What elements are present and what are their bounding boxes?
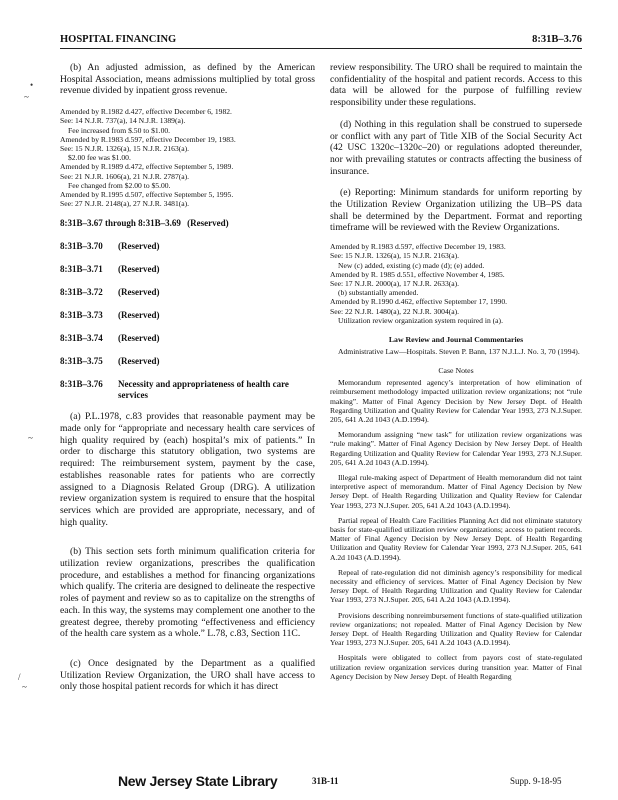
reserved-section: 8:31B–3.72 (Reserved) xyxy=(60,287,160,298)
reserved-section: 8:31B–3.73 (Reserved) xyxy=(60,310,160,321)
header-section-range: 8:31B–3.76 xyxy=(532,34,582,45)
margin-mark: ~ xyxy=(24,92,29,102)
margin-mark: ~ xyxy=(22,682,27,692)
page-number: 31B-11 xyxy=(312,776,339,786)
case-note: Repeal of rate-regulation did not diminish agency’s responsibility for medical necessity and efficiency of services. Matter of Final Agency Decision by New Jersey Dept. of Health Regarding Utilization and Quality Review for Calendar Year 1993, 273 N.J.Super. 205, 641 A.2d 1043 (A.D.1994). xyxy=(330,567,582,605)
case-notes-heading: Case Notes xyxy=(438,366,474,376)
case-note: Hospitals were obligated to collect from payors cost of state-regulated utilization review organization services during transition year. Matter of Final Agency Decision by New Jersey Dept. of Health Regarding xyxy=(330,653,582,681)
section-heading-3-76: 8:31B–3.76 Necessity and appropriateness of health care services xyxy=(60,379,289,401)
left-column xyxy=(60,62,315,693)
library-stamp: New Jersey State Library xyxy=(118,773,278,789)
amendment-history: Amended by R.1983 d.597, effective December 19, 1983. See: 15 N.J.R. 1326(a), 15 N.J.R. 2163(a). New (c) added, existing (c) made (d); (e) added. Amended by R. 1985 d.551, effective November 4, 1985. See: 17 N.J.R. 2000(a), 17 N.J.R. 2633(a). (b) substantially amended. Amended by R.1990 d.462, effective September 17, 1990. See: 22 N.J.R. 1480(a), 22 N.J.R. 3004(a). Utilization review organization system required in (a). xyxy=(330,242,508,325)
paragraph-continuation: review responsibility. The URO shall be required to maintain the confidentiality of the hospital and patient records. Access to this data will be allowed for the purpose of fulfilling review responsibility under these regulations. xyxy=(330,62,582,109)
case-note: Memorandum represented agency’s interpretation of how elimination of reimbursement methodology impacted utilization review organizations; not “rule making”. Matter of Final Agency Decision by New Jersey Dept. of Health Regarding Utilization and Quality Review for Calendar Year 1993, 273 N.J.Super. 205, 641 A.2d 1043 (A.D.1994). xyxy=(330,378,582,424)
paragraph-c: (c) Once designated by the Department as a qualified Utilization Review Organization, the URO shall have access to only those hospital patient records for which it has direct xyxy=(60,658,315,693)
header-chapter-title: HOSPITAL FINANCING xyxy=(60,34,177,45)
case-note: Memorandum assigning “new task” for utilization review organizations was “rule making”. Matter of Final Agency Decision by New Jersey Dept. of Health Regarding Utilization and Quality Review for Calendar Year 1993, 273 N.J.Super. 205, 641 A.2d 1043 (A.D.1994). xyxy=(330,430,582,467)
law-review-entry: Administrative Law—Hospitals. Steven P. Bann, 137 N.J.L.J. No. 3, 70 (1994). xyxy=(338,346,580,356)
reserved-section: 8:31B–3.70 (Reserved) xyxy=(60,241,160,252)
reserved-section: 8:31B–3.71 (Reserved) xyxy=(60,264,160,275)
paragraph-e: (e) Reporting: Minimum standards for uniform reporting by the Utilization Review Organization utilizing the UB–PS data shall be determined by the Department. Format and reporting timeframe will be reviewed with the Review Organizations. xyxy=(330,187,582,234)
right-column xyxy=(330,62,582,681)
case-note: Illegal rule-making aspect of Department of Health memorandum did not taint interpretive aspect of memorandum. Matter of Final Agency Decision by New Jersey Dept. of Health Regarding Utilization and Quality Review for Calendar Year 1993, 273 N.J.Super. 205, 641 A.2d 1043 (A.D.1994). xyxy=(330,473,582,510)
supplement-date: Supp. 9-18-95 xyxy=(510,776,562,786)
paragraph-b: (b) An adjusted admission, as defined by the American Hospital Association, means admissions multiplied by total gross revenue divided by inpatient gross revenue. xyxy=(60,62,315,97)
margin-mark: • xyxy=(30,80,34,90)
reserved-section: 8:31B–3.74 (Reserved) xyxy=(60,333,160,344)
case-note: Provisions describing nonreimbursement functions of state-qualified utilization review organizations; not repealed. Matter of Final Agency Decision by New Jersey Dept. of Health Regarding Utilization and Quality Review for Calendar Year 1993, 273 N.J.Super. 205, 641 A.2d 1043 (A.D.1994). xyxy=(330,610,582,648)
case-note: Partial repeal of Health Care Facilities Planning Act did not eliminate statutory basis for state-qualified utilization review organizations; access to patient records. Matter of Final Agency Decision by New Jersey Dept. of Health Regarding Utilization and Quality Review for Calendar Year 1993, 273 N.J.Super. 205, 641 A.2d 1043 (A.D.1994). xyxy=(330,515,582,562)
margin-mark: / xyxy=(18,672,21,682)
paragraph-b-criteria: (b) This section sets forth minimum qualification criteria for utilization review organizations, prescribes the qualification procedure, and establishes a method for financing organizations which qualify. The criteria are designed to delineate the respective roles of payment and review so as to capitalize on the strengths of each. In this way, the systems may complement one another to the greatest degree, thereby promoting “effectiveness and efficiency of the health care system as a whole.” L.78, c.83, Section 11C. xyxy=(60,546,315,640)
running-header xyxy=(60,34,582,49)
page-footer xyxy=(0,772,618,792)
reserved-range-heading: 8:31B–3.67 through 8:31B–3.69 (Reserved) xyxy=(60,218,229,229)
paragraph-a: (a) P.L.1978, c.83 provides that reasonable payment may be made only for “appropriate and necessary health care services of high quality required by (each) hospital’s mix of patients.” In order to discharge this statutory obligation, two systems are required: The reimbursement system, payment by the case, establishes reasonable rates for patients who are correctly assigned to a Diagnosis Related Group (DRG). A utilization review organization system is required to ensure that the hospital services which are provided are appropriate, necessary, and of high quality. xyxy=(60,411,315,528)
law-review-heading: Law Review and Journal Commentaries xyxy=(388,334,524,344)
amendment-history: Amended by R.1982 d.427, effective December 6, 1982. See: 14 N.J.R. 737(a), 14 N.J.R. 1389(a). Fee increased from $.50 to $1.00. Amended by R.1983 d.597, effective December 19, 1983. See: 15 N.J.R. 1326(a), 15 N.J.R. 2163(a). $2.00 fee was $1.00. Amended by R.1989 d.472, effective September 5, 1989. See: 21 N.J.R. 1606(a), 21 N.J.R. 2787(a). Fee changed from $2.00 to $5.00. Amended by R.1995 d.507, effective September 5, 1995. See: 27 N.J.R. 2148(a), 27 N.J.R. 3481(a). xyxy=(60,107,236,209)
reserved-section: 8:31B–3.75 (Reserved) xyxy=(60,356,160,367)
margin-mark: ~ xyxy=(28,433,33,443)
paragraph-d: (d) Nothing in this regulation shall be construed to supersede or conflict with any part of Title XIB of the Social Security Act (42 USC 1320c–1320c–20) or regulations adopted thereunder, nor with prevailing statutes or contracts affecting the business of insurance. xyxy=(330,118,582,177)
